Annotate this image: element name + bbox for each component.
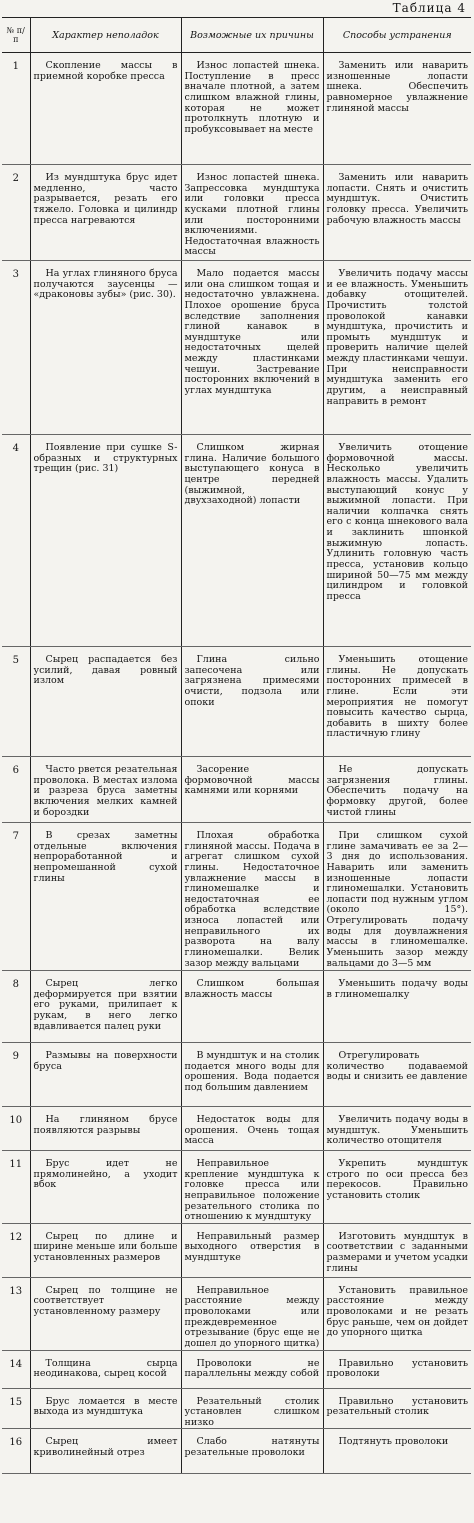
remedy-cell: Правильно установить резательный столик	[323, 1388, 471, 1429]
defect-cell: Сырец по толщине не соответствует установленному размеру	[30, 1277, 181, 1350]
remedy-cell: Увеличить отощение формовочной массы. Несколько увеличить влажность массы. Удалить выступающий конус у выжимной лопасти. При наличии колпачка снять его с конца шнекового вала и заклинить шпонкой выжимную лопасть. Удлинить головную часть пресса, установив кольцо шириной 50—75 мм между цилиндром и головкой пресса	[323, 435, 471, 647]
remedy-cell: Заменить или наварить изношенные лопасти шнека. Обеспечить равномерное увлажнение глиняной массы	[323, 53, 471, 165]
cause-cell: Резательный столик установлен слишком низко	[181, 1388, 323, 1429]
cause-cell: Слишком большая влажность массы	[181, 971, 323, 1043]
row-number: 8	[2, 971, 30, 1043]
defect-cell: На глиняном брусе появляются разрывы	[30, 1107, 181, 1151]
cause-cell: Износ лопастей шнека. Поступление в пресс вначале плотной, а затем слишком влажной глины, которая не может протолкнуть плотную и пробуксовывает на месте	[181, 53, 323, 165]
row-number: 9	[2, 1043, 30, 1107]
row-number: 13	[2, 1277, 30, 1350]
defect-cell: На углах глиняного бруса получаются заусенцы — «драконовы зубы» (рис. 30).	[30, 261, 181, 435]
remedy-cell: При слишком сухой глине замачивать ее за 2—3 дня до использования. Наварить или заменить изношенные лопасти глиномешалки. Установить лопасти под нужным углом (около 15°). Отрегулировать подачу воды для доувлажнения массы в глиномешалке. Уменьшить зазор между вальцами до 3—5 мм	[323, 823, 471, 971]
table-header-row	[2, 18, 471, 53]
row-number: 1	[2, 53, 30, 165]
remedy-cell: Укрепить мундштук строго по оси пресса без перекосов. Правильно установить столик	[323, 1151, 471, 1224]
cause-cell: Плохая обработка глиняной массы. Подача в агрегат слишком сухой глины. Недостаточное увлажнение массы в глиномешалке и недостаточная ее обработка вследствие износа лопастей или неправильного их разворота на валу глиномешалки. Велик зазор между вальцами	[181, 823, 323, 971]
row-number: 11	[2, 1151, 30, 1224]
table-row	[2, 1151, 471, 1224]
row-number: 15	[2, 1388, 30, 1429]
table-row	[2, 823, 471, 971]
table-row	[2, 1388, 471, 1429]
remedy-cell: Увеличить подачу воды в мундштук. Уменьшить количество отощителя	[323, 1107, 471, 1151]
row-number: 3	[2, 261, 30, 435]
table-row	[2, 757, 471, 823]
remedy-cell: Отрегулировать количество подаваемой воды и снизить ее давление	[323, 1043, 471, 1107]
row-number: 2	[2, 165, 30, 261]
table-row	[2, 971, 471, 1043]
header-remedies: Способы устранения	[323, 18, 471, 53]
row-number: 14	[2, 1350, 30, 1388]
header-defect: Характер неполадок	[30, 18, 181, 53]
defect-cell: Появление при сушке S-образных и структурных трещин (рис. 31)	[30, 435, 181, 647]
defect-cell: В срезах заметны отдельные включения непроработанной и непромешанной сухой глины	[30, 823, 181, 971]
remedy-cell: Заменить или наварить лопасти. Снять и очистить мундштук. Очистить головку пресса. Увеличить рабочую влажность массы	[323, 165, 471, 261]
table-caption: Таблица 4	[392, 1, 466, 15]
cause-cell: Мало подается массы или она слишком тощая и недостаточно увлажнена. Плохое орошение бруса вследствие заполнения глиной канавок в мундштуке или недостаточных щелей между пластинками чешуи. Застревание посторонних включений в углах мундштука	[181, 261, 323, 435]
defect-cell: Сырец легко деформируется при взятии его руками, прилипает к рукам, в него легко вдавливается палец руки	[30, 971, 181, 1043]
cause-cell: Недостаток воды для орошения. Очень тощая масса	[181, 1107, 323, 1151]
defect-cell: Скопление массы в приемной коробке пресса	[30, 53, 181, 165]
table-row	[2, 261, 471, 435]
remedy-cell: Установить правильное расстояние между проволоками и не резать брус раньше, чем он дойдет до упорного щитка	[323, 1277, 471, 1350]
table-row	[2, 53, 471, 165]
defects-table	[2, 17, 471, 1474]
defect-cell: Брус ломается в месте выхода из мундштука	[30, 1388, 181, 1429]
row-number: 10	[2, 1107, 30, 1151]
table-row	[2, 647, 471, 757]
cause-cell: Проволоки не параллельны между собой	[181, 1350, 323, 1388]
table-row	[2, 1223, 471, 1277]
row-number: 4	[2, 435, 30, 647]
defect-cell: Сырец имеет криволинейный отрез	[30, 1429, 181, 1474]
remedy-cell: Уменьшить отощение глины. Не допускать посторонних примесей в глине. Если эти мероприятия не помогут повысить качество сырца, добавить в шихту более пластичную глину	[323, 647, 471, 757]
cause-cell: Неправильное крепление мундштука к головке пресса или неправильное положение резательного столика по отношению к мундштуку	[181, 1151, 323, 1224]
row-number: 6	[2, 757, 30, 823]
remedy-cell: Увеличить подачу массы и ее влажность. Уменьшить добавку отощителей. Прочистить толстой проволокой канавки мундштука, прочистить и промыть мундштук и проверить наличие щелей между пластинками чешуи. При неисправности мундштука заменить его другим, а неисправный направить в ремонт	[323, 261, 471, 435]
defect-cell: Сырец по длине и ширине меньше или больше установленных размеров	[30, 1223, 181, 1277]
row-number: 7	[2, 823, 30, 971]
cause-cell: Неправильное расстояние между проволоками или преждевременное отрезывание (брус еще не дошел до упорного щитка)	[181, 1277, 323, 1350]
defect-cell: Брус идет не прямолинейно, а уходит вбок	[30, 1151, 181, 1224]
table-row	[2, 165, 471, 261]
table-body	[2, 53, 471, 1474]
remedy-cell: Не допускать загрязнения глины. Обеспечить подачу на формовку другой, более чистой глины	[323, 757, 471, 823]
defect-cell: Сырец распадается без усилий, давая ровный излом	[30, 647, 181, 757]
table-row	[2, 1277, 471, 1350]
cause-cell: Засорение формовочной массы камнями или корнями	[181, 757, 323, 823]
cause-cell: Слабо натянуты резательные проволоки	[181, 1429, 323, 1474]
table-row	[2, 435, 471, 647]
cause-cell: Неправильный размер выходного отверстия в мундштуке	[181, 1223, 323, 1277]
cause-cell: Глина сильно запесочена или загрязнена примесями очисти, подзола или опоки	[181, 647, 323, 757]
table-row	[2, 1043, 471, 1107]
remedy-cell: Подтянуть проволоки	[323, 1429, 471, 1474]
defect-cell: Из мундштука брус идет медленно, часто разрывается, резать его тяжело. Головка и цилиндр пресса нагреваются	[30, 165, 181, 261]
table-row	[2, 1429, 471, 1474]
table-row	[2, 1350, 471, 1388]
remedy-cell: Уменьшить подачу воды в глиномешалку	[323, 971, 471, 1043]
cause-cell: Износ лопастей шнека. Запрессовка мундштука или головки пресса кусками плотной глины или посторонними включениями. Недостаточная влажность массы	[181, 165, 323, 261]
defect-cell: Толщина сырца неодинакова, сырец косой	[30, 1350, 181, 1388]
header-causes: Возможные их причины	[181, 18, 323, 53]
cause-cell: В мундштук и на столик подается много воды для орошения. Вода подается под большим давлением	[181, 1043, 323, 1107]
row-number: 16	[2, 1429, 30, 1474]
remedy-cell: Правильно установить проволоки	[323, 1350, 471, 1388]
defect-cell: Размывы на поверхности бруса	[30, 1043, 181, 1107]
row-number: 5	[2, 647, 30, 757]
cause-cell: Слишком жирная глина. Наличие большого выступающего конуса в центре передней (выжимной, двухзаходной) лопасти	[181, 435, 323, 647]
defect-cell: Часто рвется резательная проволока. В местах излома и разреза бруса заметны включения мелких камней и бороздки	[30, 757, 181, 823]
header-num: № п/п	[2, 18, 30, 53]
table-row	[2, 1107, 471, 1151]
row-number: 12	[2, 1223, 30, 1277]
remedy-cell: Изготовить мундштук в соответствии с заданными размерами и учетом усадки глины	[323, 1223, 471, 1277]
